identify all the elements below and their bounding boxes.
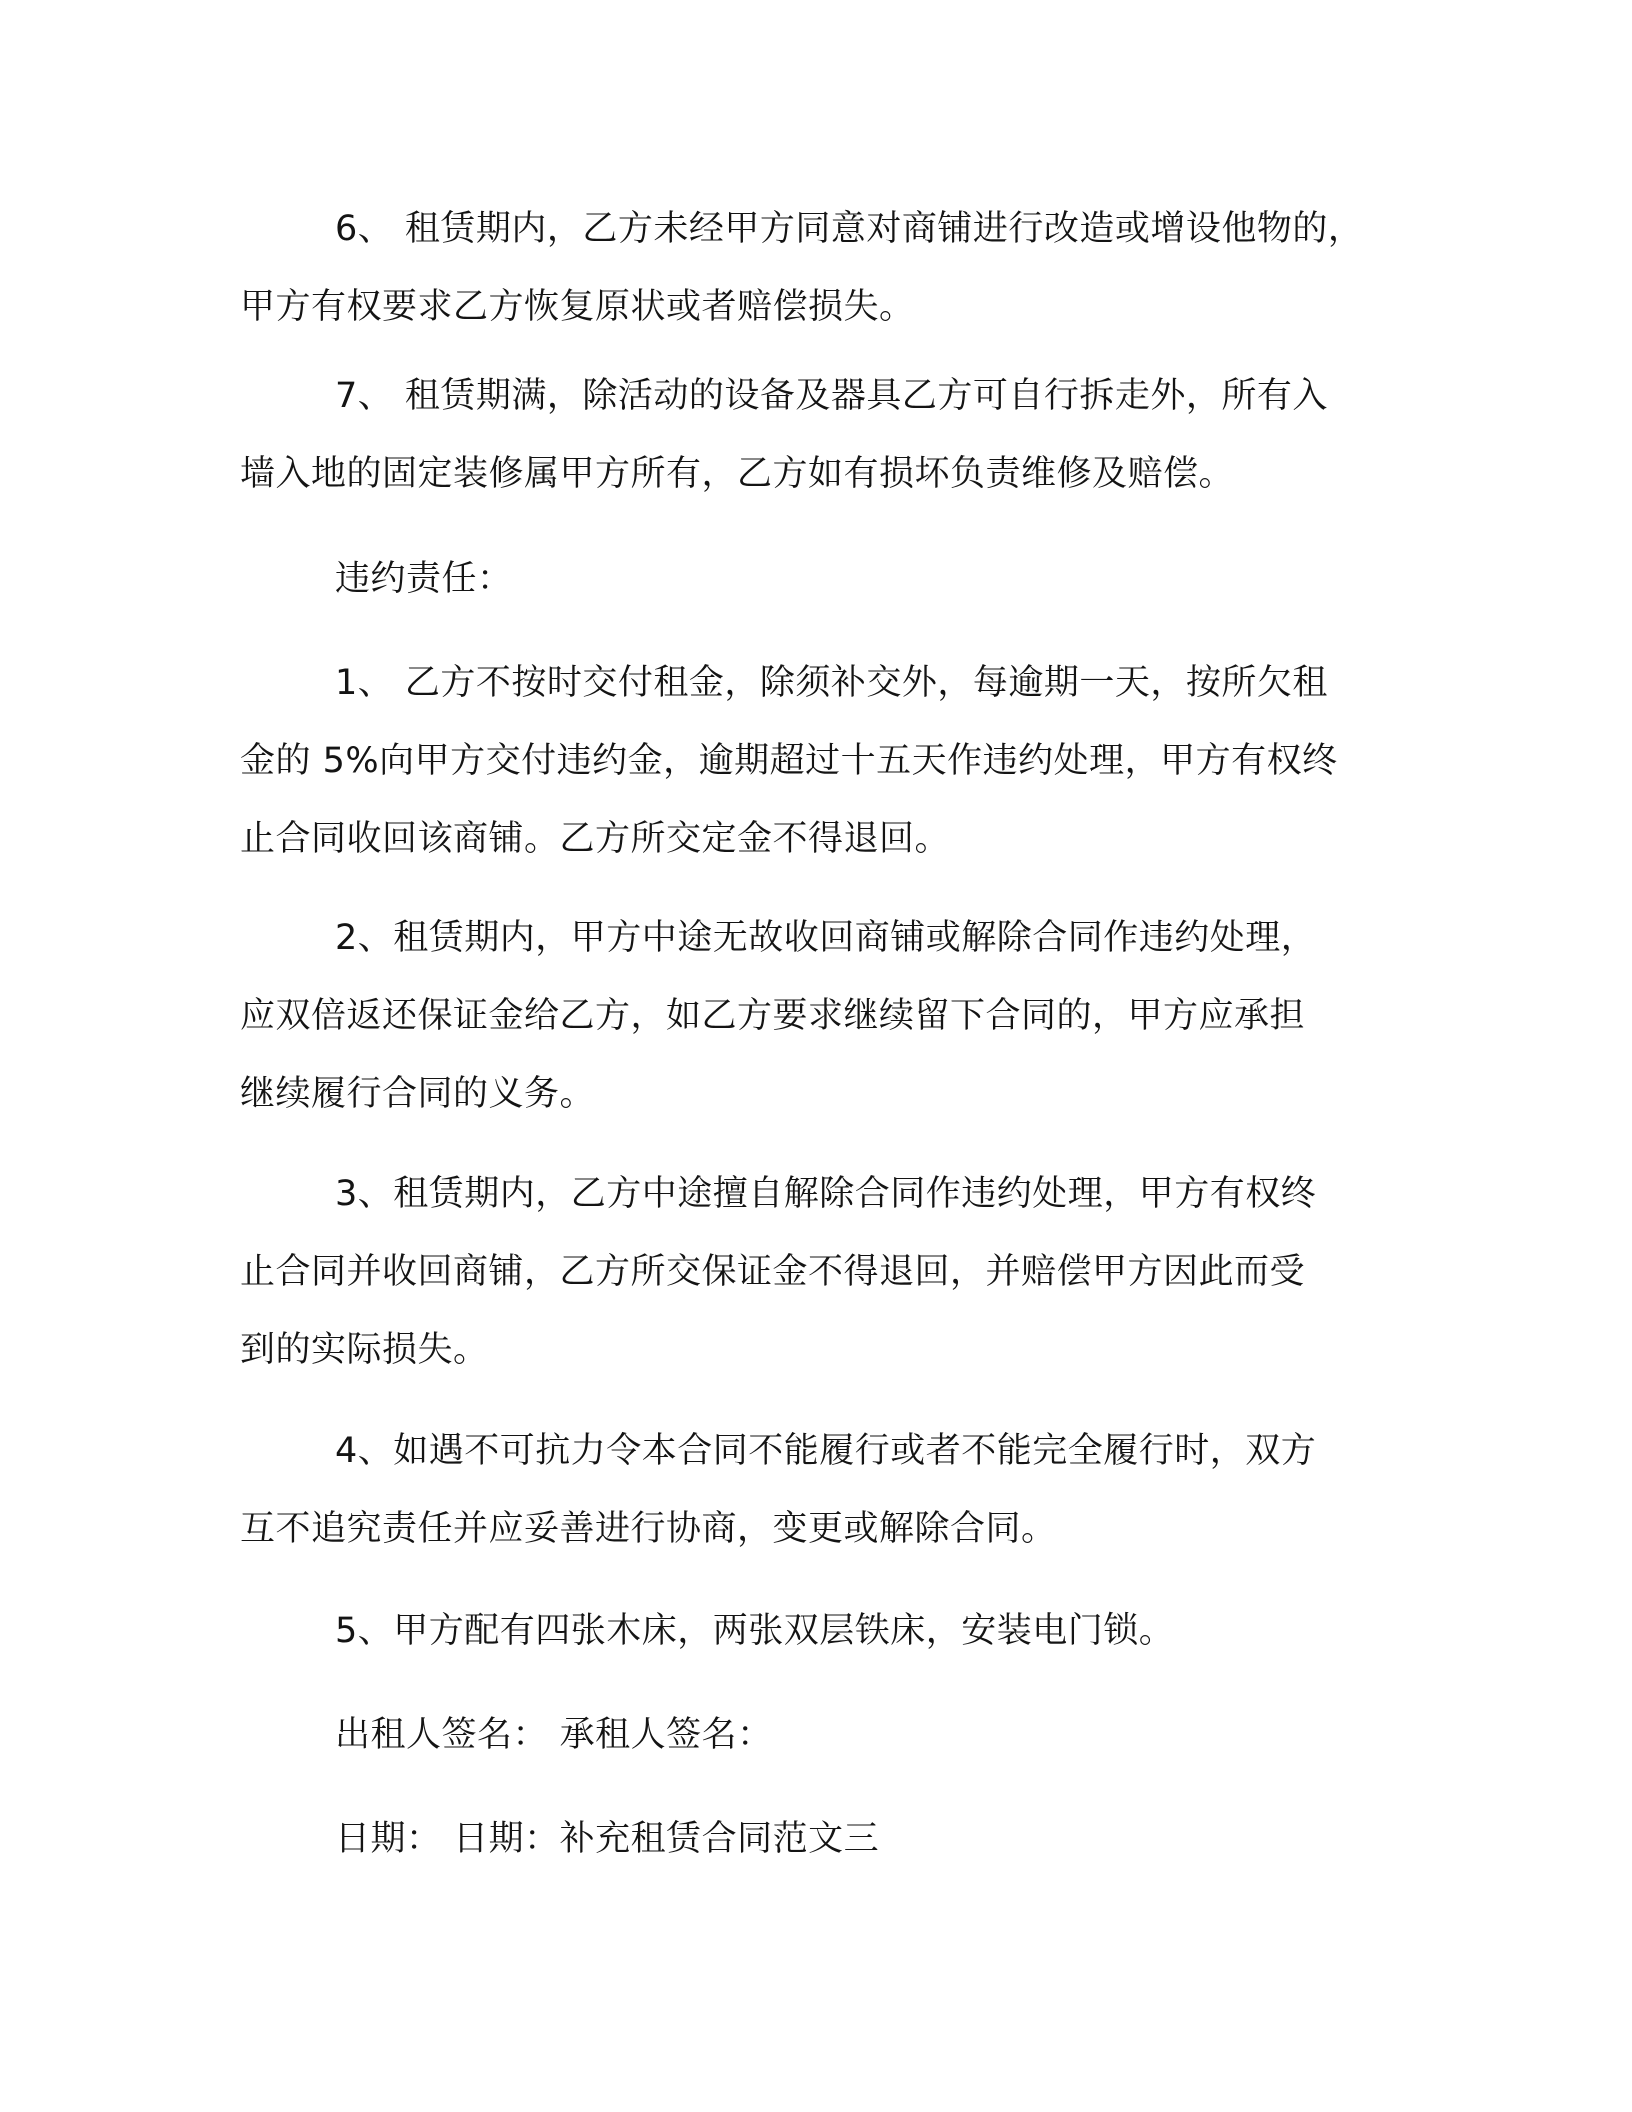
breach-clause-4 xyxy=(240,1412,1390,1568)
text-line: 4、如遇不可抗力令本合同不能履行或者不能完全履行时，双方 xyxy=(335,1431,1317,1471)
text-line: 5、甲方配有四张木床，两张双层铁床，安装电门锁。 xyxy=(335,1611,1175,1651)
date-line xyxy=(240,1800,1390,1878)
breach-clause-2 xyxy=(240,899,1390,1133)
text-line: 继续履行合同的义务。 xyxy=(240,1074,596,1114)
signature-labels: 出租人签名： 承租人签名： xyxy=(335,1715,773,1755)
text-line: 3、租赁期内，乙方中途擅自解除合同作违约处理，甲方有权终 xyxy=(335,1174,1317,1214)
clause-6-paragraph xyxy=(240,190,1390,346)
text-line: 2、租赁期内，甲方中途无故收回商铺或解除合同作违约处理， xyxy=(335,918,1317,958)
breach-clause-3 xyxy=(240,1155,1390,1389)
text-line: 7、 租赁期满，除活动的设备及器具乙方可自行拆走外，所有入 xyxy=(335,376,1328,416)
breach-clause-1 xyxy=(240,644,1390,878)
text-line: 6、 租赁期内，乙方未经甲方同意对商铺进行改造或增设他物的， xyxy=(335,209,1364,249)
text-line: 应双倍返还保证金给乙方，如乙方要求继续留下合同的，甲方应承担 xyxy=(240,996,1306,1036)
text-line: 1、 乙方不按时交付租金，除须补交外，每逾期一天，按所欠租 xyxy=(335,663,1328,703)
text-line: 止合同并收回商铺，乙方所交保证金不得退回，并赔偿甲方因此而受 xyxy=(240,1252,1306,1292)
text-line: 金的 5%向甲方交付违约金，逾期超过十五天作违约处理，甲方有权终 xyxy=(240,741,1338,781)
clause-7-paragraph xyxy=(240,357,1390,513)
signature-line xyxy=(240,1696,1390,1774)
breach-heading xyxy=(240,540,1390,618)
text-line: 互不追究责任并应妥善进行协商，变更或解除合同。 xyxy=(240,1509,1057,1549)
text-line: 到的实际损失。 xyxy=(240,1330,489,1370)
text-line: 止合同收回该商铺。乙方所交定金不得退回。 xyxy=(240,819,951,859)
breach-clause-5 xyxy=(240,1592,1390,1670)
text-line: 甲方有权要求乙方恢复原状或者赔偿损失。 xyxy=(240,287,915,327)
date-labels: 日期： 日期：补充租赁合同范文三 xyxy=(335,1819,880,1859)
text-line: 墙入地的固定装修属甲方所有，乙方如有损坏负责维修及赔偿。 xyxy=(240,454,1235,494)
section-heading: 违约责任： xyxy=(335,559,513,599)
